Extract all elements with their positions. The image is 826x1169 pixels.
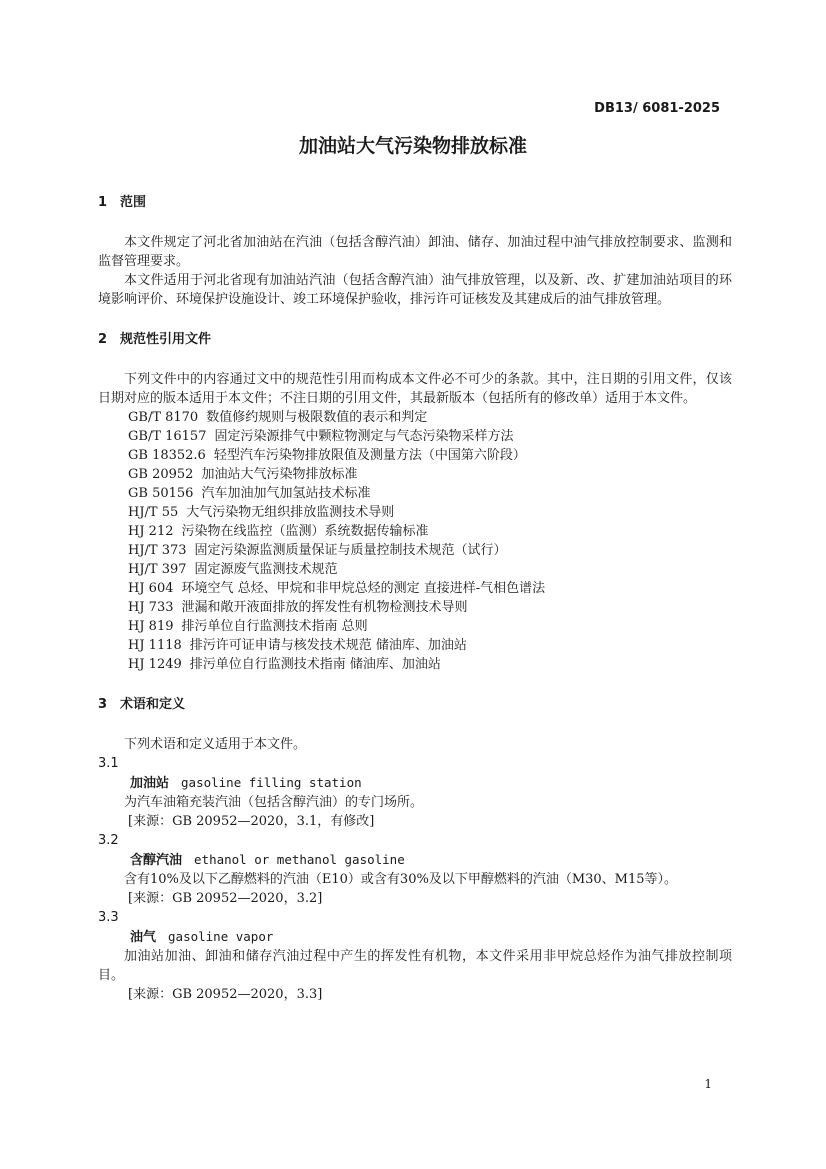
reference-title: 固定源废气监测技术规范 bbox=[194, 562, 338, 577]
term-english: ethanol or methanol gasoline bbox=[194, 852, 405, 867]
reference-code: GB 20952 bbox=[128, 467, 194, 482]
section-heading bbox=[98, 194, 732, 212]
reference-item bbox=[98, 560, 732, 579]
reference-code: HJ 1249 bbox=[128, 657, 182, 672]
reference-code: GB/T 8170 bbox=[128, 410, 199, 425]
term-number: 3.1 bbox=[98, 756, 119, 771]
section-heading bbox=[98, 331, 732, 349]
term-definition: 为汽车油箱充装汽油（包括含醇汽油）的专门场所。 bbox=[124, 795, 424, 810]
term-definition: 含有10%及以下乙醇燃料的汽油（E10）或含有30%及以下甲醇燃料的汽油（M30、M15等）。 bbox=[124, 872, 678, 887]
term-source: [来源：GB 20952—2020，3.1，有修改] bbox=[128, 814, 375, 829]
term-chinese: 油气 bbox=[130, 930, 157, 945]
reference-code: HJ/T 373 bbox=[128, 543, 187, 558]
reference-item bbox=[98, 408, 732, 427]
reference-title: 数值修约规则与极限数值的表示和判定 bbox=[206, 410, 428, 425]
reference-code: HJ 1118 bbox=[128, 638, 182, 653]
term-chinese: 加油站 bbox=[130, 776, 170, 791]
reference-item bbox=[98, 484, 732, 503]
reference-code: GB 18352.6 bbox=[128, 448, 206, 463]
section-number: 2 bbox=[98, 332, 108, 347]
reference-item bbox=[98, 636, 732, 655]
section-heading bbox=[98, 696, 732, 714]
term-chinese: 含醇汽油 bbox=[130, 853, 183, 868]
reference-item bbox=[98, 522, 732, 541]
reference-title: 环境空气 总烃、甲烷和非甲烷总烃的测定 直接进样-气相色谱法 bbox=[181, 581, 546, 596]
term-number: 3.3 bbox=[98, 910, 119, 925]
reference-item bbox=[98, 446, 732, 465]
term-entry bbox=[98, 831, 732, 908]
term-definition: 加油站加油、卸油和储存汽油过程中产生的挥发性有机物，本文件采用非甲烷总烃作为油气排放控制项目。 bbox=[98, 949, 732, 983]
section-title: 术语和定义 bbox=[120, 697, 186, 712]
term-english: gasoline filling station bbox=[181, 775, 362, 790]
page-number: 1 bbox=[704, 1077, 712, 1091]
term-name bbox=[98, 773, 732, 793]
reference-code: HJ 212 bbox=[128, 524, 174, 539]
reference-item bbox=[98, 541, 732, 560]
document-body bbox=[98, 194, 732, 1004]
section-title: 规范性引用文件 bbox=[120, 332, 212, 347]
reference-code: GB 50156 bbox=[128, 486, 194, 501]
section-number: 3 bbox=[98, 697, 108, 712]
section-number: 1 bbox=[98, 195, 108, 210]
reference-code: HJ 733 bbox=[128, 600, 174, 615]
reference-title: 泄漏和敞开液面排放的挥发性有机物检测技术导则 bbox=[181, 600, 468, 615]
term-english: gasoline vapor bbox=[168, 929, 274, 944]
paragraph: 下列术语和定义适用于本文件。 bbox=[124, 737, 307, 752]
reference-title: 排污单位自行监测技术指南 总则 bbox=[181, 619, 368, 634]
reference-item bbox=[98, 655, 732, 674]
section-title: 范围 bbox=[120, 195, 147, 210]
term-source: [来源：GB 20952—2020，3.2] bbox=[128, 891, 323, 906]
document-code: DB13/ 6081-2025 bbox=[594, 101, 720, 116]
reference-item bbox=[98, 617, 732, 636]
term-source: [来源：GB 20952—2020，3.3] bbox=[128, 987, 323, 1002]
document-title: 加油站大气污染物排放标准 bbox=[298, 135, 527, 157]
paragraph: 本文件适用于河北省现有加油站汽油（包括含醇汽油）油气排放管理，以及新、改、扩建加油站项目的环境影响评价、环境保护设施设计、竣工环境保护验收，排污许可证核发及其建成后的油气排放管理。 bbox=[98, 273, 732, 307]
reference-item bbox=[98, 598, 732, 617]
term-name bbox=[98, 850, 732, 870]
reference-code: HJ 819 bbox=[128, 619, 174, 634]
paragraph: 下列文件中的内容通过文中的规范性引用而构成本文件必不可少的条款。其中，注日期的引用文件，仅该日期对应的版本适用于本文件；不注日期的引用文件，其最新版本（包括所有的修改单）适用于本文件。 bbox=[98, 372, 732, 406]
reference-code: HJ/T 55 bbox=[128, 505, 179, 520]
reference-item bbox=[98, 427, 732, 446]
paragraph: 本文件规定了河北省加油站在汽油（包括含醇汽油）卸油、储存、加油过程中油气排放控制要求、监测和监督管理要求。 bbox=[98, 235, 732, 269]
reference-code: HJ 604 bbox=[128, 581, 174, 596]
term-name bbox=[98, 927, 732, 947]
term-entry bbox=[98, 908, 732, 1004]
reference-code: HJ/T 397 bbox=[128, 562, 187, 577]
term-entry bbox=[98, 754, 732, 831]
reference-title: 排污许可证申请与核发技术规范 储油库、加油站 bbox=[189, 638, 467, 653]
reference-title: 轻型汽车污染物排放限值及测量方法（中国第六阶段） bbox=[213, 448, 526, 463]
reference-title: 加油站大气污染物排放标准 bbox=[201, 467, 358, 482]
reference-title: 固定污染源监测质量保证与质量控制技术规范（试行） bbox=[194, 543, 507, 558]
reference-title: 汽车加油加气加氢站技术标准 bbox=[201, 486, 371, 501]
reference-title: 污染物在线监控（监测）系统数据传输标准 bbox=[181, 524, 429, 539]
reference-item bbox=[98, 465, 732, 484]
reference-title: 大气污染物无组织排放监测技术导则 bbox=[186, 505, 395, 520]
section-normative-references bbox=[98, 331, 732, 674]
reference-title: 排污单位自行监测技术指南 储油库、加油站 bbox=[189, 657, 441, 672]
reference-title: 固定污染源排气中颗粒物测定与气态污染物采样方法 bbox=[214, 429, 514, 444]
term-number: 3.2 bbox=[98, 833, 119, 848]
reference-item bbox=[98, 503, 732, 522]
section-terms-definitions bbox=[98, 696, 732, 1004]
reference-item bbox=[98, 579, 732, 598]
section-scope bbox=[98, 194, 732, 309]
reference-code: GB/T 16157 bbox=[128, 429, 207, 444]
reference-list bbox=[98, 408, 732, 674]
